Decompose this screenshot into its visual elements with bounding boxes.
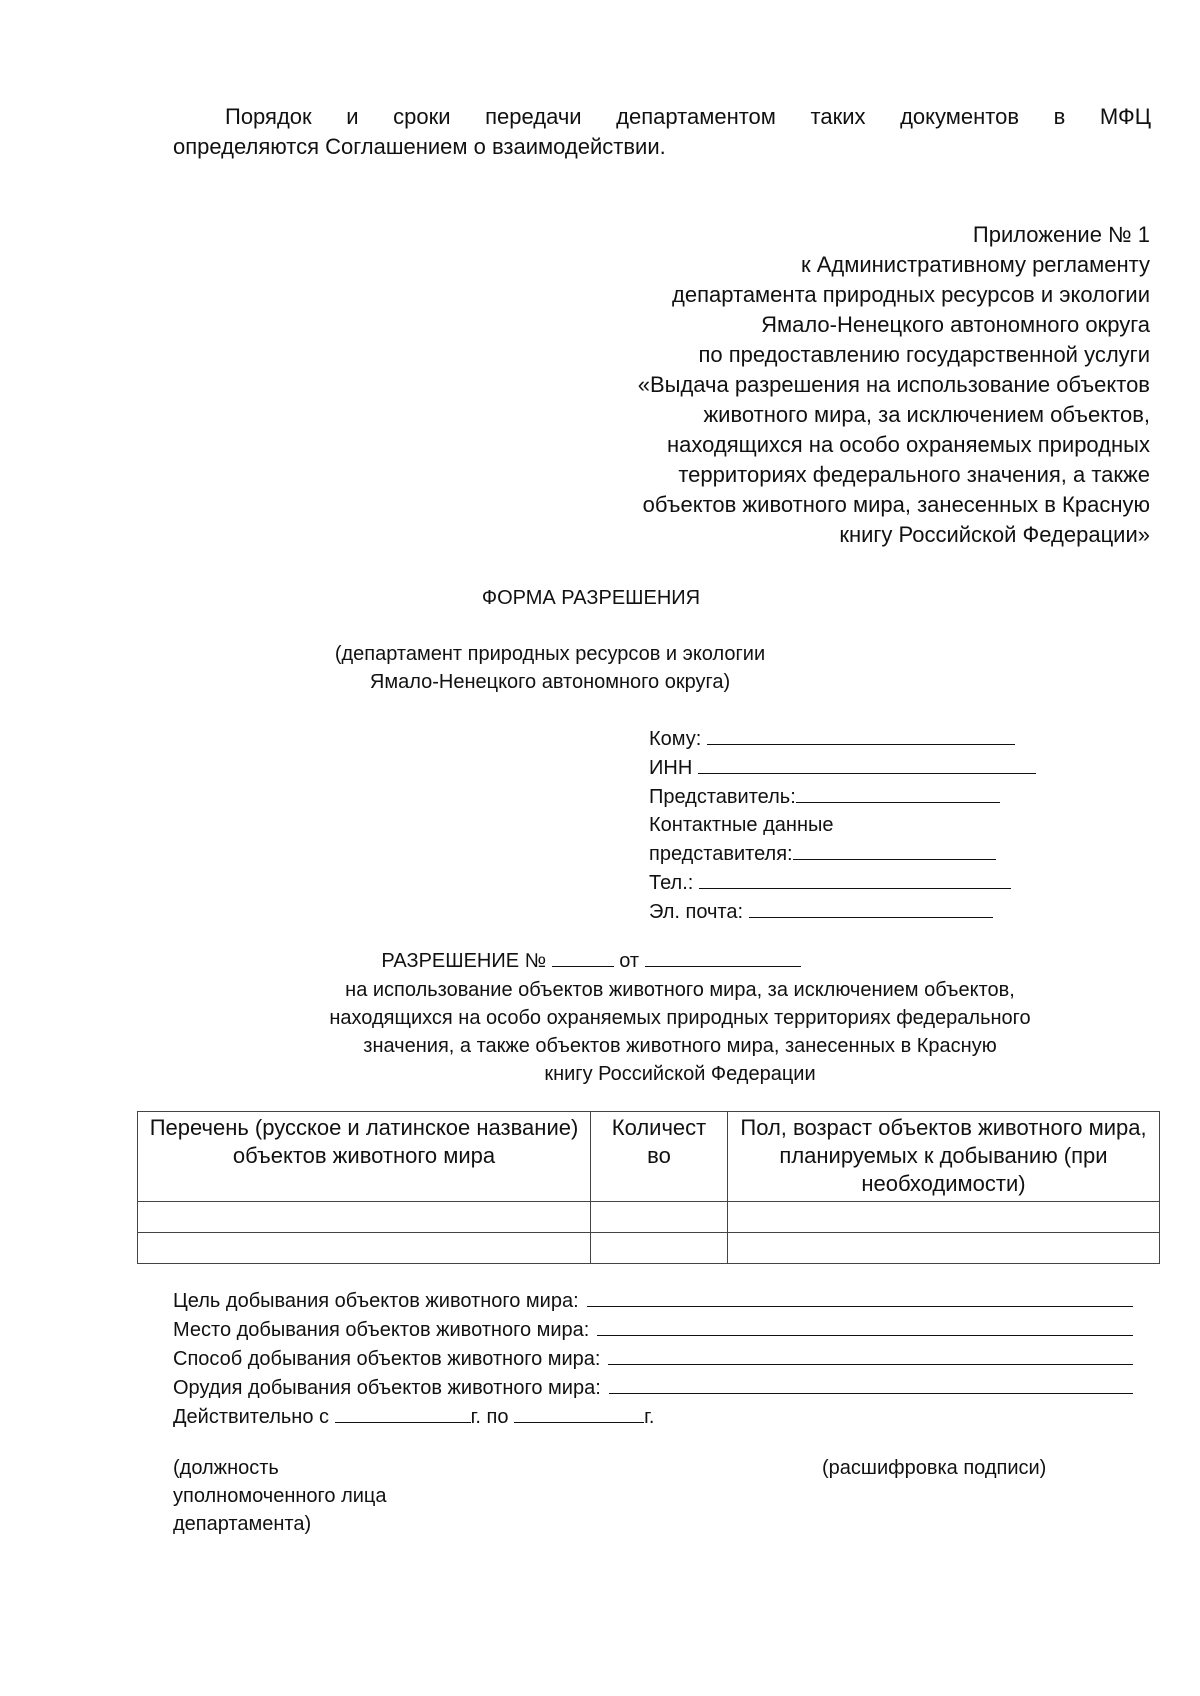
permit-date-fill[interactable] — [645, 946, 801, 967]
signature-caption-line: департамента) — [173, 1513, 312, 1535]
department-line-2: Ямало-Ненецкого автономного округа) — [369, 671, 731, 693]
method-row — [173, 1344, 1133, 1373]
place-row — [173, 1315, 1133, 1344]
field-label: Представитель: — [649, 786, 796, 808]
signature-position-caption — [173, 1454, 473, 1538]
field-email — [649, 897, 1089, 926]
table-cell[interactable] — [138, 1233, 591, 1264]
tools-label: Орудия добывания объектов животного мира: — [173, 1377, 601, 1399]
table-cell[interactable] — [591, 1233, 728, 1264]
appendix-line: «Выдача разрешения на использование объектов — [637, 372, 1150, 397]
purpose-label: Цель добывания объектов животного мира: — [173, 1290, 579, 1312]
appendix-line: департамента природных ресурсов и экологии — [672, 282, 1150, 307]
appendix-line: Приложение № 1 — [972, 222, 1150, 247]
field-to — [649, 724, 1089, 753]
field-label: Эл. почта: — [649, 901, 744, 923]
intro-line-2: определяются Соглашением о взаимодействии. — [173, 134, 666, 159]
table-cell[interactable] — [138, 1202, 591, 1233]
department-line-1: (департамент природных ресурсов и экологии — [334, 643, 766, 665]
field-label: Тел.: — [649, 872, 694, 894]
permit-subtitle-line: книгу Российской Федерации — [544, 1063, 816, 1085]
field-contacts: Контактные данные — [649, 814, 834, 836]
table-header-row — [138, 1112, 1160, 1202]
appendix-line: животного мира, за исключением объектов, — [703, 402, 1150, 427]
validity-row — [173, 1402, 1133, 1431]
table-cell[interactable] — [728, 1233, 1160, 1264]
permit-heading — [0, 946, 1182, 975]
fill-line[interactable] — [608, 1344, 1133, 1365]
department-caption — [230, 640, 870, 696]
fill-line[interactable] — [597, 1315, 1133, 1336]
signature-decoding-caption: (расшифровка подписи) — [822, 1457, 1047, 1479]
field-contacts-rep — [649, 839, 1089, 868]
permit-subtitle-line: находящихся на особо охраняемых природных территориях федерального — [329, 1007, 1031, 1029]
field-label: Кому: — [649, 728, 702, 750]
method-label: Способ добывания объектов животного мира: — [173, 1348, 601, 1370]
appendix-line: находящихся на особо охраняемых природных — [666, 432, 1150, 457]
place-label: Место добывания объектов животного мира: — [173, 1319, 590, 1341]
fill-line[interactable] — [699, 868, 1011, 889]
appendix-line: Ямало-Ненецкого автономного округа — [761, 312, 1150, 337]
appendix-line: книгу Российской Федерации» — [839, 522, 1150, 547]
intro-paragraph — [173, 102, 1151, 162]
permit-number-label: РАЗРЕШЕНИЕ № — [381, 950, 547, 972]
form-title: ФОРМА РАЗРЕШЕНИЯ — [481, 587, 701, 609]
species-table — [137, 1111, 1160, 1264]
appendix-block — [510, 220, 1150, 550]
permit-number-fill[interactable] — [552, 946, 614, 967]
addressee-block — [649, 724, 1089, 926]
permit-subtitle-line: на использование объектов животного мира, за исключением объектов, — [345, 979, 1015, 1001]
table-cell[interactable] — [591, 1202, 728, 1233]
fill-line[interactable] — [587, 1286, 1133, 1307]
table-row — [138, 1202, 1160, 1233]
header-sex-age: Пол, возраст объектов животного мира, планируемых к добыванию (при необходимости) — [728, 1112, 1160, 1202]
valid-from-label: Действительно с — [173, 1406, 330, 1428]
header-quantity: Количест во — [591, 1112, 728, 1202]
signature-caption-line: (должность — [173, 1457, 279, 1479]
valid-from-fill[interactable] — [335, 1402, 471, 1423]
year-end-label: г. — [644, 1406, 655, 1428]
appendix-line: к Административному регламенту — [800, 252, 1150, 277]
table-cell[interactable] — [728, 1202, 1160, 1233]
header-species-list: Перечень (русское и латинское название) объектов животного мира — [138, 1112, 591, 1202]
fill-line[interactable] — [609, 1373, 1133, 1394]
field-phone — [649, 868, 1089, 897]
field-label: представителя: — [649, 843, 793, 865]
purpose-row — [173, 1286, 1133, 1315]
fill-line[interactable] — [796, 782, 1000, 803]
appendix-line: территориях федерального значения, а также — [678, 462, 1150, 487]
fill-line[interactable] — [793, 839, 996, 860]
permit-subtitle — [230, 976, 1130, 1088]
hunting-details — [173, 1286, 1133, 1431]
year-to-label: г. по — [470, 1406, 509, 1428]
fill-line[interactable] — [749, 897, 993, 918]
valid-to-fill[interactable] — [514, 1402, 644, 1423]
field-label: ИНН — [649, 757, 693, 779]
fill-line[interactable] — [707, 724, 1015, 745]
table-row — [138, 1233, 1160, 1264]
field-inn — [649, 753, 1089, 782]
field-representative — [649, 782, 1089, 811]
appendix-line: по предоставлению государственной услуги — [698, 342, 1150, 367]
fill-line[interactable] — [698, 753, 1036, 774]
appendix-line: объектов животного мира, занесенных в Красную — [642, 492, 1150, 517]
permit-from-label: от — [619, 950, 640, 972]
permit-subtitle-line: значения, а также объектов животного мира, занесенных в Красную — [363, 1035, 997, 1057]
intro-line-1: Порядок и сроки передачи департаментом таких документов в МФЦ — [225, 104, 1151, 129]
signature-caption-line: уполномоченного лица — [173, 1485, 387, 1507]
tools-row — [173, 1373, 1133, 1402]
